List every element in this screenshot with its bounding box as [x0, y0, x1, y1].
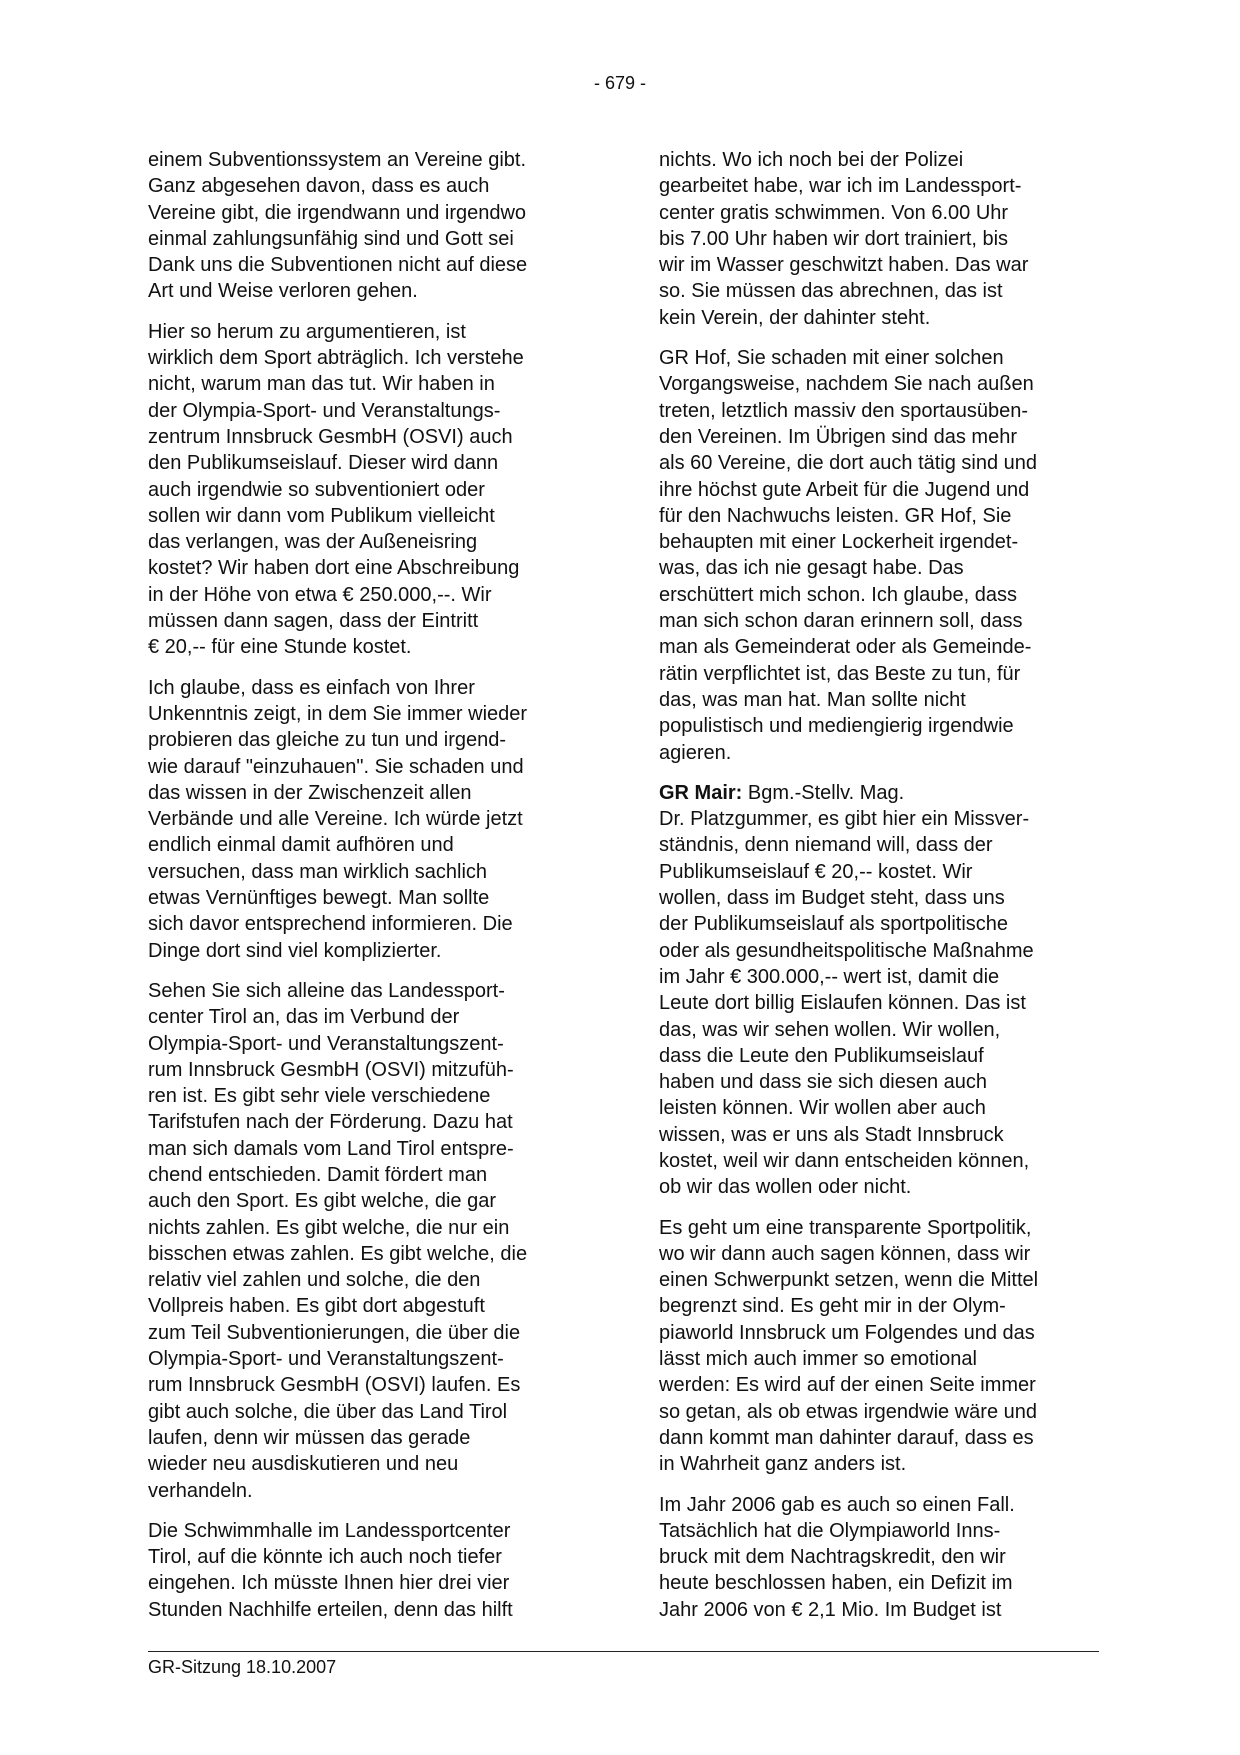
text-line: wollen, dass im Budget steht, dass uns [659, 887, 1005, 910]
text-line: laufen, denn wir müssen das gerade [148, 1426, 471, 1449]
text-line: man als Gemeinderat oder als Gemeinde- [659, 636, 1032, 659]
text-line: sollen wir dann vom Publikum vielleicht [148, 504, 495, 527]
text-line: in der Höhe von etwa € 250.000,--. Wir [148, 583, 492, 606]
paragraph [659, 1215, 1099, 1478]
footer-divider [148, 1651, 1099, 1652]
text-line: Sehen Sie sich alleine das Landessport- [148, 979, 505, 1002]
text-line: auch den Sport. Es gibt welche, die gar [148, 1190, 496, 1213]
text-line: der Olympia-Sport- und Veranstaltungs- [148, 399, 501, 422]
paragraph [148, 978, 588, 1504]
footer-session-date: GR-Sitzung 18.10.2007 [148, 1657, 337, 1677]
text-line: bruck mit dem Nachtragskredit, den wir [659, 1546, 1006, 1569]
text-line: Vereine gibt, die irgendwann und irgendwo [148, 201, 527, 224]
text-line: rum Innsbruck GesmbH (OSVI) mitzufüh- [148, 1058, 514, 1081]
text-line: Tatsächlich hat die Olympiaworld Inns- [659, 1519, 1001, 1542]
text-line: zentrum Innsbruck GesmbH (OSVI) auch [148, 425, 513, 448]
text-line: in Wahrheit ganz anders ist. [659, 1453, 907, 1476]
text-line: ständnis, denn niemand will, dass der [659, 834, 993, 857]
text-line: man sich schon daran erinnern soll, dass [659, 610, 1023, 633]
text-line: GR Hof, Sie schaden mit einer solchen [659, 347, 1004, 370]
text-line: Publikumseislauf € 20,-- kostet. Wir [659, 860, 973, 883]
right-column [659, 147, 1099, 1637]
paragraph [148, 319, 588, 661]
text-line: agieren. [659, 741, 732, 764]
text-line: Olympia-Sport- und Veranstaltungszent- [148, 1348, 504, 1371]
text-line: endlich einmal damit aufhören und [148, 834, 454, 857]
text-line: Unkenntnis zeigt, in dem Sie immer wieder [148, 702, 528, 725]
text-line: nichts. Wo ich noch bei der Polizei [659, 149, 964, 171]
text-line: den Publikumseislauf. Dieser wird dann [148, 452, 499, 475]
text-line: Ganz abgesehen davon, dass es auch [148, 175, 490, 198]
text-line: € 20,-- für eine Stunde kostet. [148, 636, 412, 659]
paragraph [659, 345, 1099, 766]
paragraph [148, 147, 588, 305]
text-line: piaworld Innsbruck um Folgendes und das [659, 1321, 1035, 1344]
text-line: bis 7.00 Uhr haben wir dort trainiert, bis [659, 227, 1009, 250]
page-number: - 679 - [593, 73, 647, 93]
text-line: das verlangen, was der Außeneisring [148, 531, 478, 554]
text-line: relativ viel zahlen und solche, die den [148, 1269, 481, 1292]
text-line: das, was man hat. Man sollte nicht [659, 688, 966, 711]
text-line: das wissen in der Zwischenzeit allen [148, 781, 472, 804]
text-line: versuchen, dass man wirklich sachlich [148, 860, 488, 883]
text-line: wo wir dann auch sagen können, dass wir [659, 1242, 1031, 1265]
text-line: Leute dort billig Eislaufen können. Das ist [659, 992, 1026, 1015]
text-line: wir im Wasser geschwitzt haben. Das war [659, 254, 1029, 277]
text-line: leisten können. Wir wollen aber auch [659, 1097, 986, 1120]
text-line: populistisch und mediengierig irgendwie [659, 715, 1014, 738]
paragraph [148, 1518, 588, 1623]
text-line: verhandeln. [148, 1479, 253, 1502]
text-line: gearbeitet habe, war ich im Landessport- [659, 175, 1022, 198]
text-line: ren ist. Es gibt sehr viele verschiedene [148, 1085, 491, 1108]
text-line: oder als gesundheitspolitische Maßnahme [659, 939, 1034, 962]
text-line: man sich damals vom Land Tirol entspre- [148, 1137, 514, 1160]
text-line: ihre höchst gute Arbeit für die Jugend und [659, 478, 1030, 501]
text-line: wie darauf "einzuhauen". Sie schaden und [148, 755, 524, 778]
text-line: Dinge dort sind viel komplizierter. [148, 939, 442, 962]
text-line: dass die Leute den Publikumseislauf [659, 1044, 984, 1067]
text-line: Tarifstufen nach der Förderung. Dazu hat [148, 1111, 513, 1134]
text-line: wieder neu ausdiskutieren und neu [148, 1453, 459, 1476]
text-line: einen Schwerpunkt setzen, wenn die Mittel [659, 1269, 1039, 1292]
text-line: für den Nachwuchs leisten. GR Hof, Sie [659, 504, 1012, 527]
text-line: Hier so herum zu argumentieren, ist [148, 320, 466, 343]
text-line: Ich glaube, dass es einfach von Ihrer [148, 676, 475, 699]
text-line: Tirol, auf die könnte ich auch noch tiefer [148, 1546, 502, 1569]
text-line: haben und dass sie sich diesen auch [659, 1071, 988, 1094]
text-line: rätin verpflichtet ist, das Beste zu tun, für [659, 662, 1021, 685]
text-line: kostet? Wir haben dort eine Abschreibung [148, 557, 520, 580]
text-line: im Jahr € 300.000,-- wert ist, damit die [659, 965, 1000, 988]
text-line: lässt mich auch immer so emotional [659, 1348, 977, 1371]
text-line: Vollpreis haben. Es gibt dort abgestuft [148, 1295, 485, 1318]
paragraph [659, 147, 1099, 331]
text-line: nichts zahlen. Es gibt welche, die nur ein [148, 1216, 510, 1239]
text-line: so. Sie müssen das abrechnen, das ist [659, 280, 1003, 303]
text-line: müssen dann sagen, dass der Eintritt [148, 610, 479, 633]
text-line: probieren das gleiche zu tun und irgend- [148, 729, 507, 752]
text-line: chend entschieden. Damit fördert man [148, 1163, 488, 1186]
text-line: wissen, was er uns als Stadt Innsbruck [659, 1123, 1004, 1146]
text-line: als 60 Vereine, die dort auch tätig sind und [659, 452, 1038, 475]
speaker-name: GR Mair: [659, 781, 743, 804]
text-line: Stunden Nachhilfe erteilen, denn das hilft [148, 1598, 513, 1621]
text-line: was, das ich nie gesagt habe. Das [659, 557, 964, 580]
text-line: Dank uns die Subventionen nicht auf diese [148, 254, 528, 277]
text-line: Verbände und alle Vereine. Ich würde jetzt [148, 808, 523, 831]
text-line: begrenzt sind. Es geht mir in der Olym- [659, 1295, 1006, 1318]
text-line: dann kommt man dahinter darauf, dass es [659, 1426, 1034, 1449]
text-line: Jahr 2006 von € 2,1 Mio. Im Budget ist [659, 1598, 1002, 1621]
text-line: rum Innsbruck GesmbH (OSVI) laufen. Es [148, 1374, 521, 1397]
paragraph [148, 675, 588, 964]
text-line: wirklich dem Sport abträglich. Ich verstehe [148, 347, 524, 370]
paragraph [659, 1492, 1099, 1623]
text-line: kein Verein, der dahinter steht. [659, 306, 931, 329]
text-line: sich davor entsprechend informieren. Die [148, 913, 513, 936]
text-line: der Publikumseislauf als sportpolitische [659, 913, 1009, 936]
text-line: Im Jahr 2006 gab es auch so einen Fall. [659, 1493, 1015, 1516]
text-line: das, was wir sehen wollen. Wir wollen, [659, 1018, 1001, 1041]
text-line: heute beschlossen haben, ein Defizit im [659, 1572, 1013, 1595]
text-line: Es geht um eine transparente Sportpolitik, [659, 1216, 1032, 1239]
text-line: einem Subventionssystem an Vereine gibt. [148, 149, 526, 171]
text-line: Vorgangsweise, nachdem Sie nach außen [659, 373, 1034, 396]
text-line: Die Schwimmhalle im Landessportcenter [148, 1519, 511, 1542]
text-line: ob wir das wollen oder nicht. [659, 1176, 912, 1199]
text-line: center gratis schwimmen. Von 6.00 Uhr [659, 201, 1009, 224]
text-line: Dr. Platzgummer, es gibt hier ein Missver- [659, 808, 1030, 831]
left-column [148, 147, 588, 1637]
text-line: bisschen etwas zahlen. Es gibt welche, die [148, 1242, 528, 1265]
text-line: einmal zahlungsunfähig sind und Gott sei [148, 227, 514, 250]
text-line: gibt auch solche, die über das Land Tirol [148, 1400, 508, 1423]
text-line: nicht, warum man das tut. Wir haben in [148, 373, 495, 396]
text-line: den Vereinen. Im Übrigen sind das mehr [659, 425, 1017, 448]
text-line: zum Teil Subventionierungen, die über die [148, 1321, 521, 1344]
text-line [659, 780, 1099, 806]
paragraph [659, 780, 1099, 1201]
text-line: so getan, als ob etwas irgendwie wäre und [659, 1400, 1038, 1423]
text-line: kostet, weil wir dann entscheiden können, [659, 1149, 1030, 1172]
speaker-line-text: Bgm.-Stellv. Mag. [742, 781, 905, 804]
text-line: erschüttert mich schon. Ich glaube, dass [659, 583, 1017, 606]
text-line: Olympia-Sport- und Veranstaltungszent- [148, 1032, 504, 1055]
text-line: etwas Vernünftiges bewegt. Man sollte [148, 887, 490, 910]
text-line: eingehen. Ich müsste Ihnen hier drei vier [148, 1572, 510, 1595]
text-line: behaupten mit einer Lockerheit irgendet- [659, 531, 1019, 554]
text-line: treten, letztlich massiv den sportausüben- [659, 399, 1029, 422]
text-line: Art und Weise verloren gehen. [148, 280, 418, 303]
text-line: werden: Es wird auf der einen Seite immer [659, 1374, 1036, 1397]
text-line: center Tirol an, das im Verbund der [148, 1006, 460, 1029]
text-line: auch irgendwie so subventioniert oder [148, 478, 485, 501]
